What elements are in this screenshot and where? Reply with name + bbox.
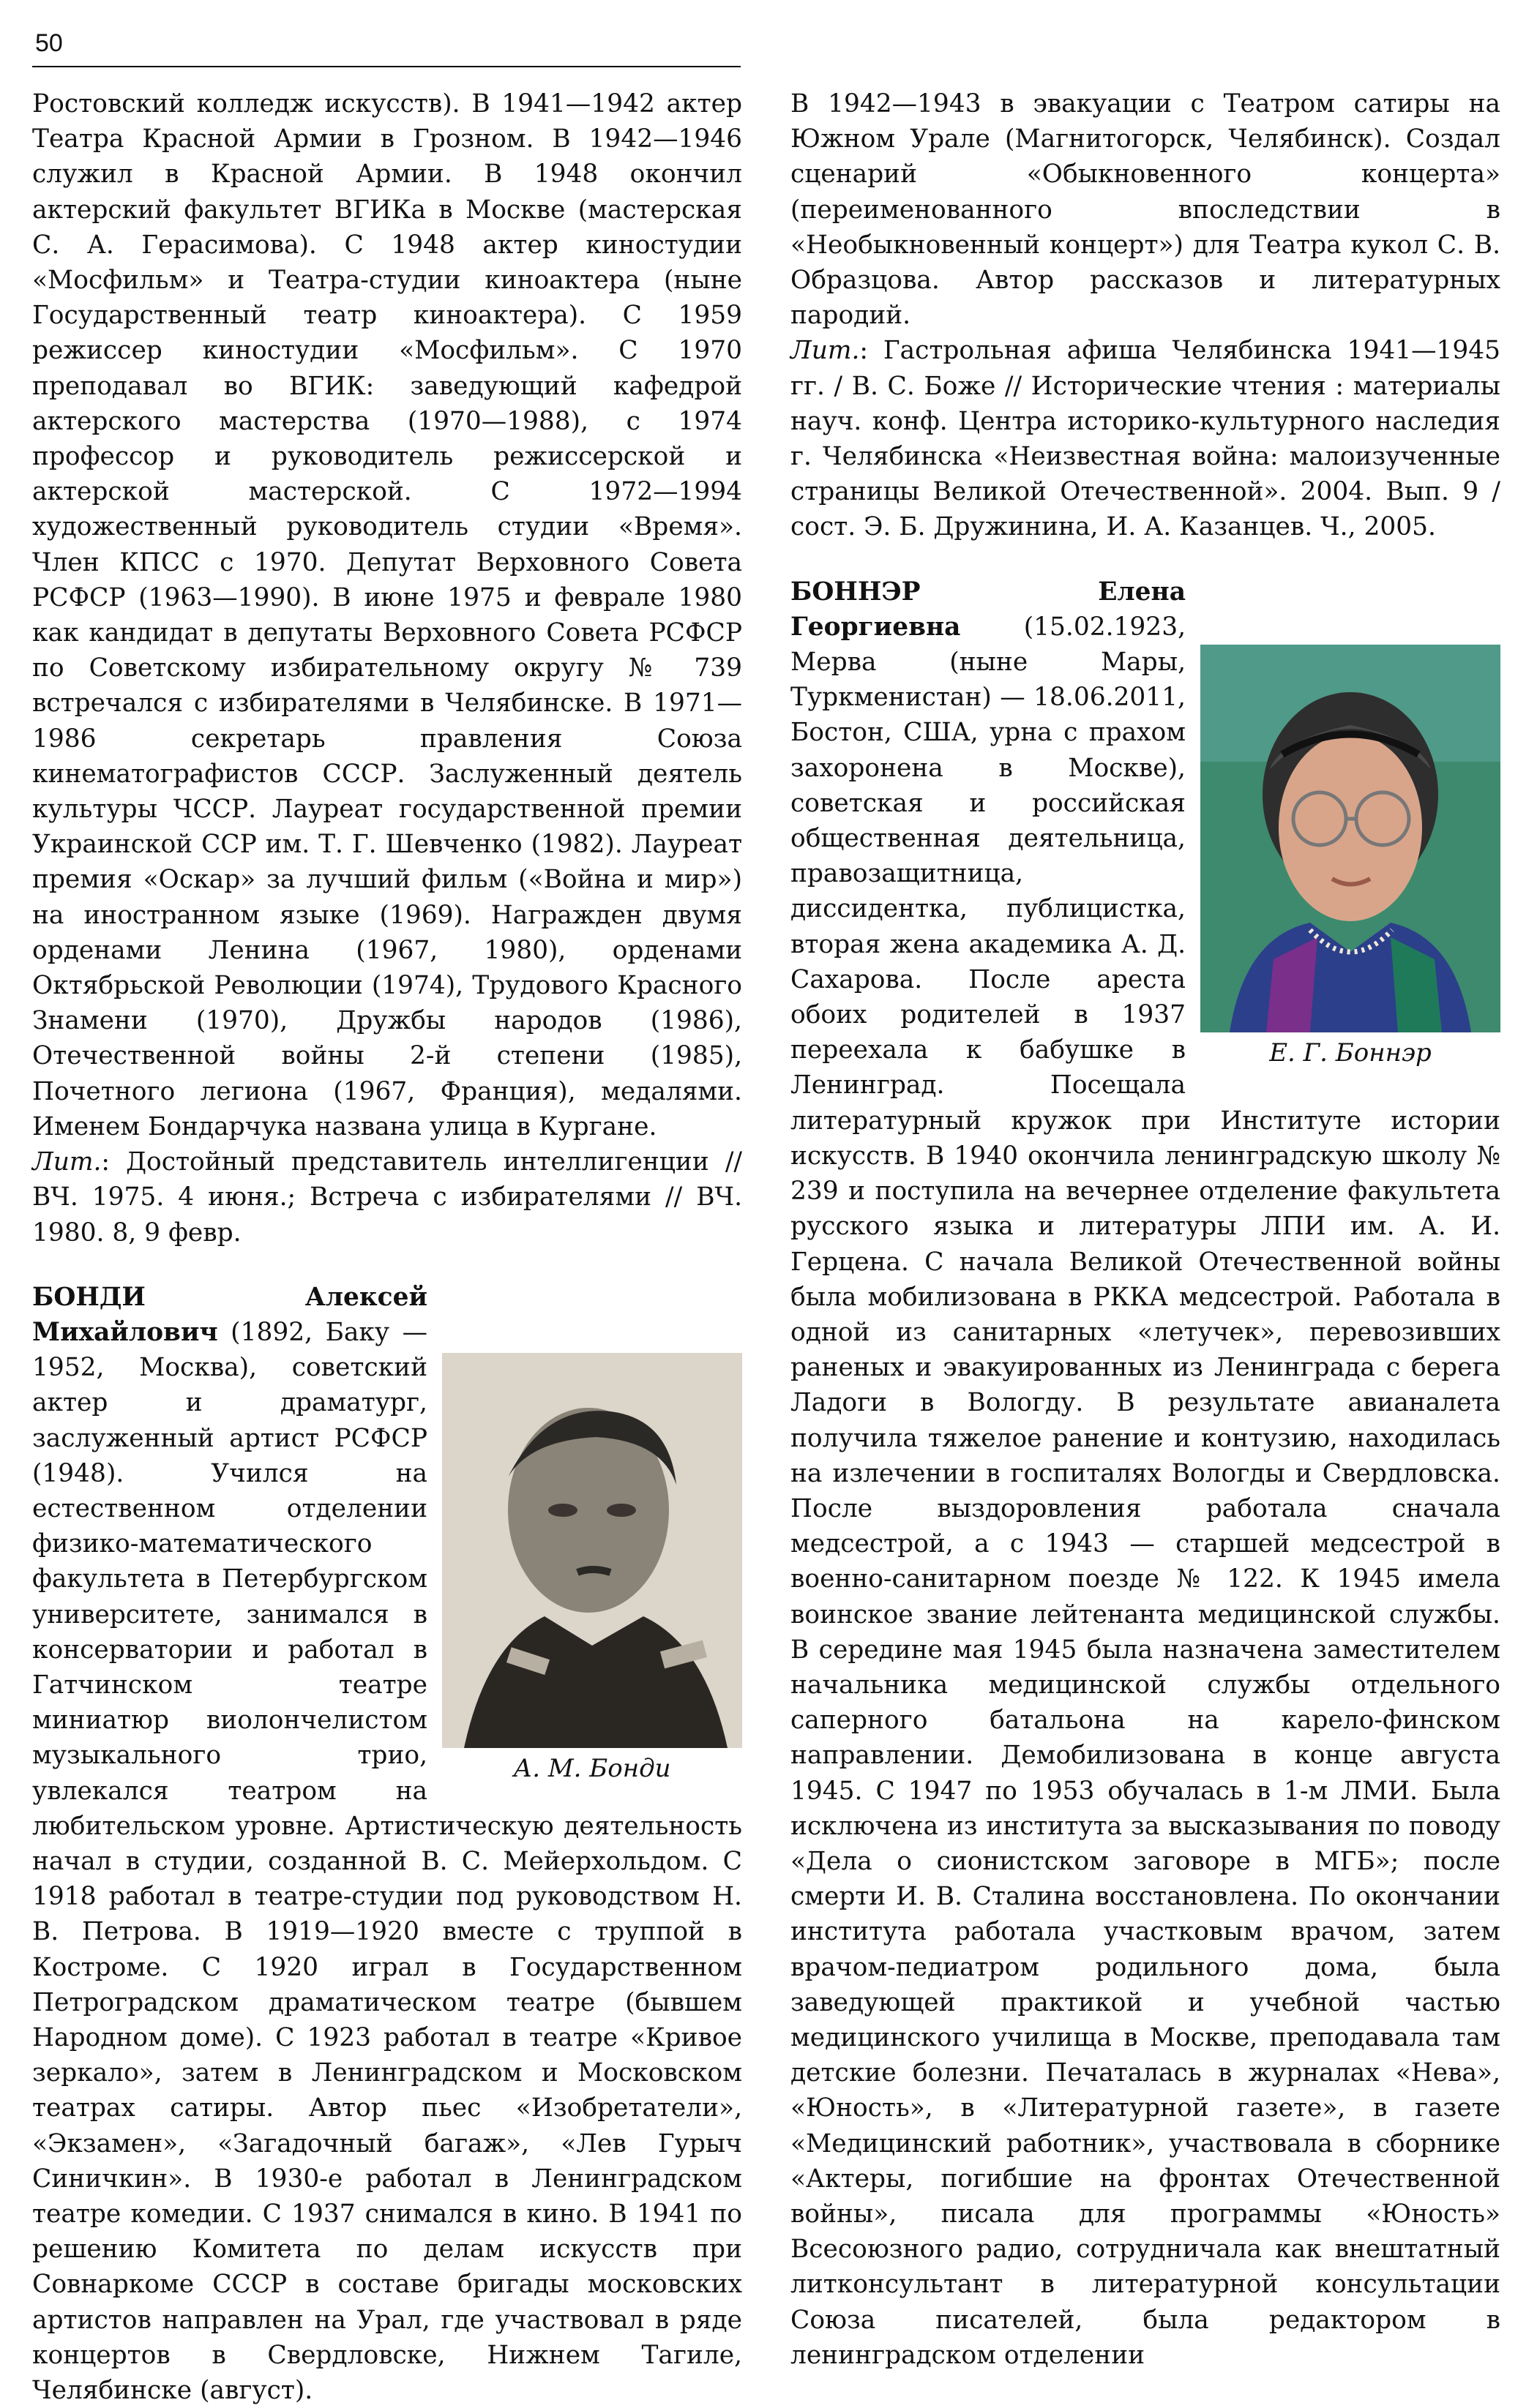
bonner-entry (790, 574, 1500, 2373)
bondi-continued-text: В 1942—1943 в эвакуации с Театром сатиры на Южном Урале (Магнитогорск, Челябинск). Создал сценарий «Обыкновенного концерта» (переименованного впоследствии в «Необыкновенный концерт») для Театра кукол С. В. Образцова. Автор рассказов и литературных пародий. (790, 89, 1500, 331)
bondi-entry-body: (1892, Баку — 1952, Москва), советский актер и драматург, заслуженный артист РСФСР (1948). Учился на естественном отделении физико-математического факультета в Петербургском университете, занимался в консерватории и работал в Гатчинском театре миниатюр виолончелистом музыкального трио, увлекался театром на любительском уровне. Артистическую деятельность начал в студии, созданной В. С. Мейерхольдом. С 1918 работал в театре-студии под руководством Н. В. Петрова. В 1919—1920 вместе с труппой в Костроме. С 1920 играл в Государственном Петроградском драматическом театре (бывшем Народном доме). С 1923 работал в театре «Кривое зеркало», затем в Ленинградском и Московском театрах сатиры. Автор пьес «Изобретатели», «Экзамен», «Загадочный багаж», «Лев Гурыч Синичкин». В 1930-е работал в Ленинградском театре комедии. С 1937 снимался в кино. В 1941 по решению Комитета по делам искусств при Совнаркоме СССР в составе бригады московских артистов направлен на Урал, где участвовал в ряде концертов в Свердловске, Нижнем Тагиле, Челябинске (август). (32, 1317, 742, 2405)
lit-text: : Достойный представитель интеллигенции // ВЧ. 1975. 4 июня.; Встреча с избирателями // ВЧ. 1980. 8, 9 февр. (32, 1147, 742, 1248)
bonner-entry-name: БОННЭР Елена Георгиевна (790, 577, 1186, 642)
bondi-figure (442, 1353, 742, 1786)
bonner-photo-caption: Е. Г. Боннэр (1269, 1038, 1432, 1068)
bondi-entry-body (32, 1280, 742, 2408)
bondarchuk-continued-text: Ростовский колледж искусств). В 1941—1942 актер Театра Красной Армии в Грозном. В 1942—1946 служил в Красной Армии. В 1948 окончил актерский факультет ВГИКа в Москве (мастерская С. А. Герасимова). С 1948 актер киностудии «Мосфильм» и Театра-студии киноактера (ныне Государственный театр киноактера). С 1959 режиссер киностудии «Мосфильм». С 1970 преподавал во ВГИК: заведующий кафедрой актерского мастерства (1970—1988), с 1974 профессор и руководитель режиссерской и актерской мастерской. С 1972—1994 художественный руководитель студии «Время». Член КПСС с 1970. Депутат Верховного Совета РСФСР (1963—1990). В июне 1975 и феврале 1980 как кандидат в депутаты Верховного Совета РСФСР по Советскому избирательному округу № 739 встречался с избирателями в Челябинске. В 1971—1986 секретарь правления Союза кинематографистов СССР. Заслуженный деятель культуры ЧССР. Лауреат государственной премии Украинской ССР им. Т. Г. Шевченко (1982). Лауреат премия «Оскар» за лучший фильм («Война и мир») на иностранном языке (1969). Награжден двумя орденами Ленина (1967, 1980), орденами Октябрьской Революции (1974), Трудового Красного Знамени (1970), Дружбы народов (1986), Отечественной войны 2-й степени (1985), Почетного легиона (1967, Франция), медалями. Именем Бондарчука названа улица в Кургане. (32, 89, 742, 1141)
bonner-figure (1200, 645, 1500, 1070)
bonner-entry-body: (15.02.1923, Мерва (ныне Мары, Туркменистан) — 18.06.2011, Бостон, США, урна с прахом захоронена в Москве), советская и российская общественная деятельница, правозащитница, диссидентка, публицистка, вторая жена академика А. Д. Сахарова. После ареста обоих родителей в 1937 переехала к бабушке в Ленинград. Посещала литературный кружок при Институте истории искусств. В 1940 окончила ленинградскую школу № 239 и поступила на вечернее отделение факультета русского языка и литературы ЛПИ им. А. И. Герцена. С начала Великой Отечественной войны была мобилизована в РККА медсестрой. Работала в одной из санитарных «летучек», перевозивших раненых и эвакуированных из Ленинграда с берега Ладоги в Вологду. В результате авианалета получила тяжелое ранение и контузию, находилась на излечении в госпиталях Вологды и Свердловска. После выздоровления работала сначала медсестрой, а с 1943 — старшей медсестрой в военно-санитарном поезде № 122. К 1945 имела воинское звание лейтенанта медицинской службы. В середине мая 1945 была назначена заместителем начальника медицинской службы отдельного саперного батальона на карело-финском направлении. Демобилизована в конце августа 1945. С 1947 по 1953 обучалась в 1-м ЛМИ. Была исключена из института за высказывания по поводу «Дела о сионистском заговоре в МГБ»; после смерти И. В. Сталина восстановлена. По окончании института работала участковым врачом, затем врачом-педиатром родильного дома, была заведующей практикой и учебной частью медицинского училища в Москве, преподавала там детские болезни. Печаталась в журналах «Нева», «Юность», в «Литературной газете», в газете «Медицинский работник», участвовала в сборнике «Актеры, погибшие на фронтах Отечественной войны», писала для программы «Юность» Всесоюзного радио, сотрудничала как внештатный литконсультант в литературной консультации Союза писателей, была редактором в ленинградском отделении (790, 612, 1500, 2370)
bondarchuk-literature (32, 1144, 742, 1250)
bondi-entry (32, 1280, 742, 2408)
bondi-literature (790, 333, 1500, 544)
right-column (790, 86, 1500, 2373)
entry-gap (790, 545, 1500, 574)
header-rule (32, 66, 741, 67)
bondi-photo-caption: А. М. Бонди (513, 1753, 671, 1783)
page-number: 50 (35, 29, 63, 57)
lit-label: Лит. (790, 336, 860, 366)
lit-text: : Гастрольная афиша Челябинска 1941—1945 гг. / В. С. Боже // Исторические чтения : материалы науч. конф. Центра историко-культурного наследия г. Челябинска «Неизвестная война: малоизученные страницы Великой Отечественной». 2004. Вып. 9 / сост. Э. Б. Дружинина, И. А. Казанцев. Ч., 2005. (790, 336, 1500, 542)
lit-label: Лит. (32, 1147, 102, 1177)
bondi-entry-name: БОНДИ Алексей Михайлович (32, 1282, 427, 1347)
left-column (32, 86, 742, 2408)
bonner-photo (1200, 645, 1500, 1032)
bondi-photo (442, 1353, 742, 1748)
entry-gap (32, 1250, 742, 1280)
